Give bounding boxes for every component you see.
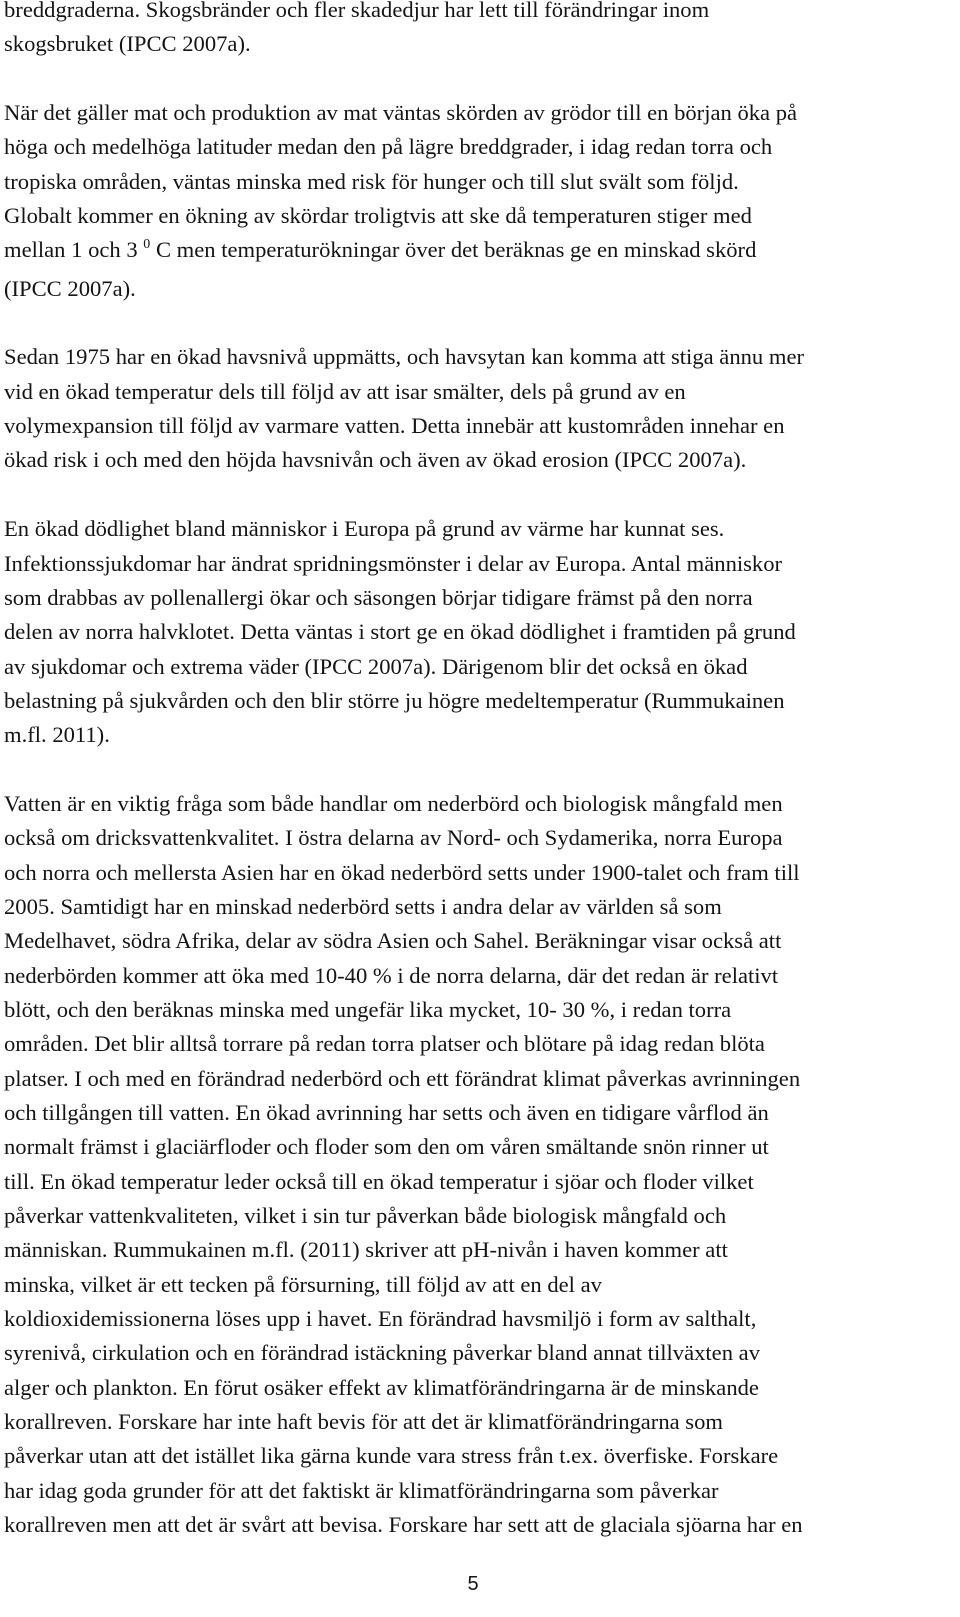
text-line: till. En ökad temperatur leder också till en ökad temperatur i sjöar och floder vilket — [4, 1168, 754, 1194]
text-line: tropiska områden, väntas minska med risk för hunger och till slut svält som följd. — [4, 168, 739, 194]
text-line: Sedan 1975 har en ökad havsnivå uppmätts, och havsytan kan komma att stiga ännu mer — [4, 344, 805, 370]
paragraph-water — [4, 787, 954, 1543]
text-line: ökad risk i och med den höjda havsnivån och även av ökad erosion (IPCC 2007a). — [4, 447, 747, 473]
text-line: m.fl. 2011). — [4, 722, 110, 748]
text-line: områden. Det blir alltså torrare på redan torra platser och blötare på idag redan blöta — [4, 1031, 765, 1057]
text-line: som drabbas av pollenallergi ökar och säsongen börjar tidigare främst på den norra — [4, 584, 753, 610]
text-line: skogsbruket (IPCC 2007a). — [4, 31, 251, 57]
text-line: vid en ökad temperatur dels till följd av att isar smälter, dels på grund av en — [4, 378, 686, 404]
text-line: Globalt kommer en ökning av skördar troligtvis att ske då temperaturen stiger med — [4, 203, 752, 229]
text-line: 2005. Samtidigt har en minskad nederbörd setts i andra delar av världen så som — [4, 893, 722, 919]
text-line: normalt främst i glaciärfloder och floder som den om våren smältande snön rinner ut — [4, 1134, 769, 1160]
text-line: höga och medelhöga latituder medan den på lägre breddgrader, i idag redan torra och — [4, 134, 773, 160]
text-line: blött, och den beräknas minska med ungefär lika mycket, 10- 30 %, i redan torra — [4, 996, 732, 1022]
degree-superscript: 0 — [143, 237, 151, 253]
text-line: och norra och mellersta Asien har en ökad nederbörd setts under 1900-talet och fram till — [4, 859, 800, 885]
text-line: påverkar utan att det istället lika gärna kunde vara stress från t.ex. överfiske. Forskare — [4, 1443, 779, 1469]
text-line: Vatten är en viktig fråga som både handlar om nederbörd och biologisk mångfald men — [4, 790, 783, 816]
text-line: När det gäller mat och produktion av mat väntas skörden av grödor till en början öka på — [4, 100, 798, 126]
text-line: En ökad dödlighet bland människor i Europa på grund av värme har kunnat ses. — [4, 516, 725, 542]
text-line: platser. I och med en förändrad nederbörd och ett förändrat klimat påverkas avrinningen — [4, 1065, 801, 1091]
paragraph-health — [4, 512, 954, 752]
text-line: Infektionssjukdomar har ändrat spridningsmönster i delar av Europa. Antal människor — [4, 550, 783, 576]
text-line: också om dricksvattenkvalitet. I östra delarna av Nord- och Sydamerika, norra Europa — [4, 825, 783, 851]
paragraph-sea-level — [4, 340, 954, 477]
text-line: nederbörden kommer att öka med 10-40 % i de norra delarna, där det redan är relativt — [4, 962, 779, 988]
text-segment: C men temperaturökningar över det beräknas ge en minskad skörd — [150, 237, 757, 263]
text-line: breddgraderna. Skogsbränder och fler skadedjur har lett till förändringar inom — [4, 0, 710, 22]
text-line: och tillgången till vatten. En ökad avrinning har setts och även en tidigare vårflod än — [4, 1100, 769, 1125]
body-text — [4, 0, 954, 1542]
text-line: koldioxidemissionerna löses upp i havet. En förändrad havsmiljö i form av salthalt, — [4, 1306, 757, 1332]
text-line: belastning på sjukvården och den blir större ju högre medeltemperatur (Rummukainen — [4, 687, 785, 713]
text-line: alger och plankton. En förut osäker effekt av klimatförändringarna är de minskande — [4, 1374, 759, 1400]
text-line: delen av norra halvklotet. Detta väntas i stort ge en ökad dödlighet i framtiden på grund — [4, 619, 796, 645]
text-line: Medelhavet, södra Afrika, delar av södra Asien och Sahel. Beräkningar visar också att — [4, 928, 782, 954]
page-number: 5 — [467, 1573, 479, 1595]
text-line-with-superscript — [4, 233, 954, 271]
text-line: korallreven. Forskare har inte haft bevis för att det är klimatförändringarna som — [4, 1409, 723, 1435]
text-line: (IPCC 2007a). — [4, 275, 136, 301]
text-line: påverkar vattenkvaliteten, vilket i sin tur påverkan både biologisk mångfald och — [4, 1203, 727, 1229]
text-line: människan. Rummukainen m.fl. (2011) skriver att pH-nivån i haven kommer att — [4, 1237, 728, 1263]
text-line: har idag goda grunder för att det faktiskt är klimatförändringarna som påverkar — [4, 1477, 719, 1503]
text-line: volymexpansion till följd av varmare vatten. Detta innebär att kustområden innehar en — [4, 413, 785, 439]
paragraph-forestry — [4, 0, 954, 62]
paragraph-food-production — [4, 96, 954, 306]
text-line: minska, vilket är ett tecken på försurning, till följd av att en del av — [4, 1271, 602, 1297]
text-line: av sjukdomar och extrema väder (IPCC 2007a). Därigenom blir det också en ökad — [4, 653, 748, 679]
text-line: korallreven men att det är svårt att bevisa. Forskare har sett att de glaciala sjöarna har en — [4, 1512, 803, 1538]
text-line: syrenivå, cirkulation och en förändrad istäckning påverkar bland annat tillväxten av — [4, 1340, 760, 1366]
text-segment: mellan 1 och 3 — [4, 237, 144, 263]
